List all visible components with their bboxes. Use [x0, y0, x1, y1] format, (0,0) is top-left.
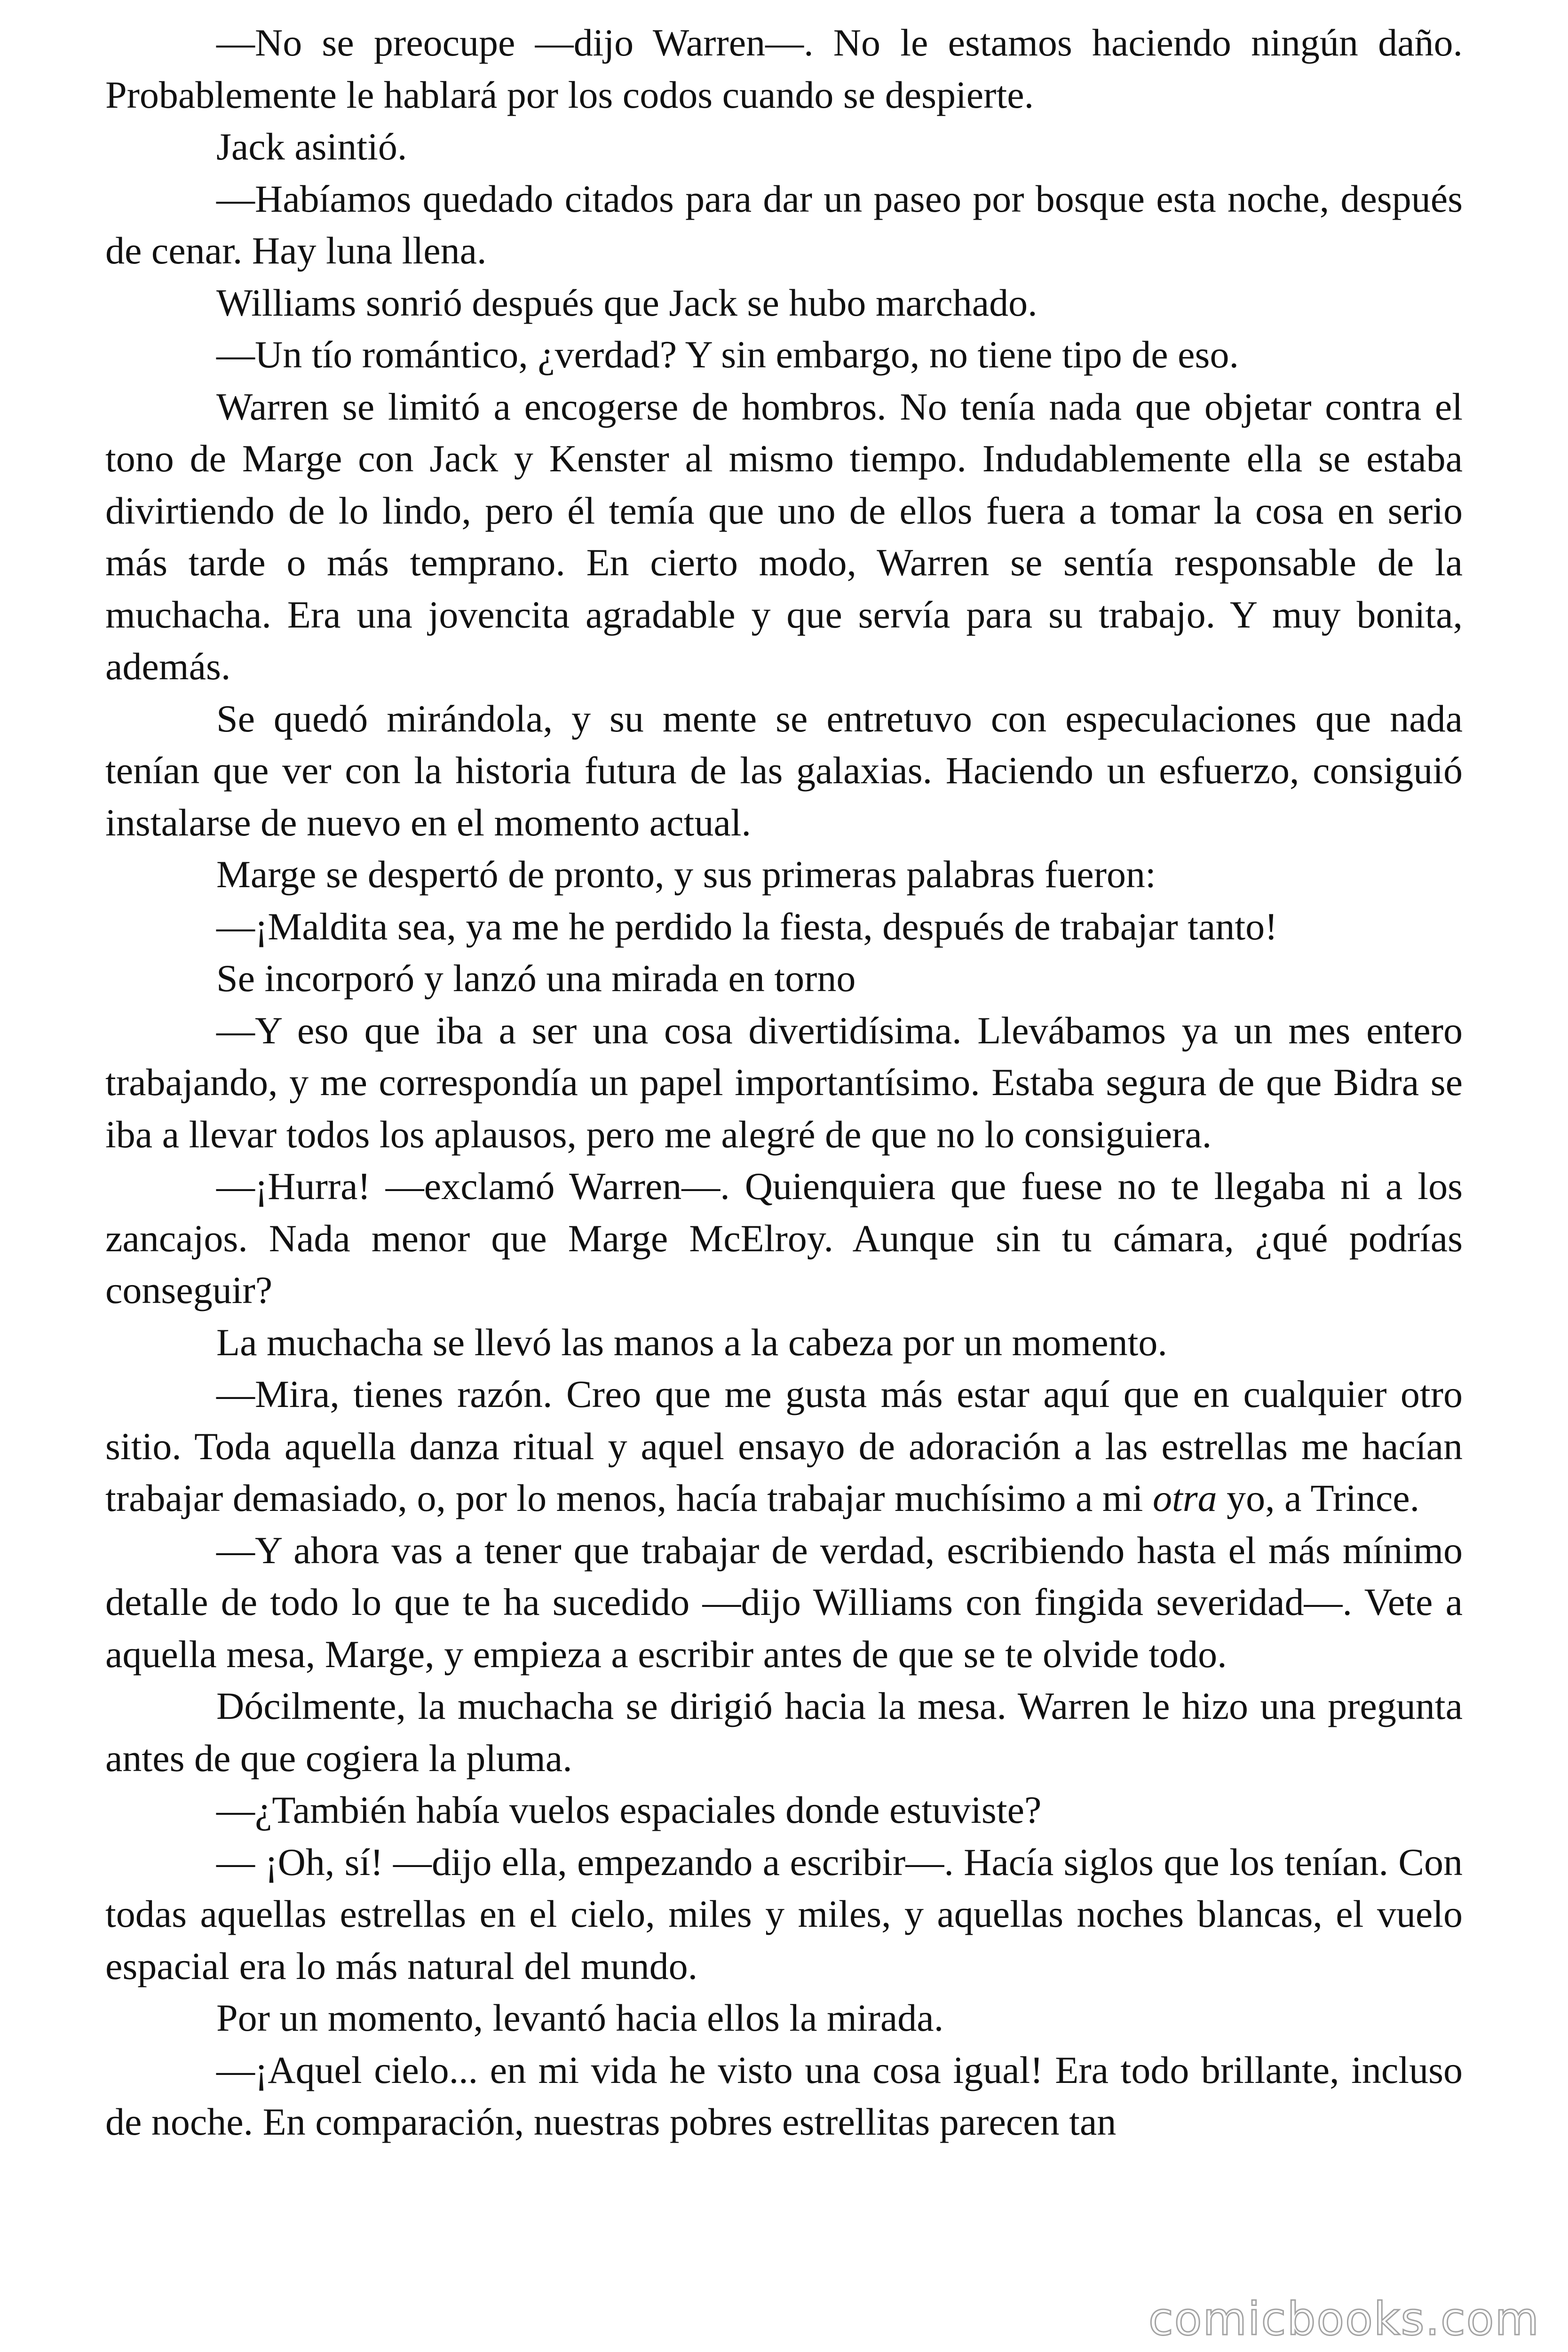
paragraph-8: Marge se despertó de pronto, y sus primeras palabras fueron:	[216, 853, 1156, 896]
paragraph-11: —Y eso que iba a ser una cosa divertidísima. Llevábamos ya un mes entero trabajando, y me correspondía un papel importantísimo. Estaba segura de que Bidra se iba a llevar todos los aplausos, pero me alegré de que no lo consiguiera.	[105, 1009, 1463, 1156]
paragraph-4: Williams sonrió después que Jack se hubo marchado.	[216, 281, 1037, 324]
paragraph-20: —¡Aquel cielo... en mi vida he visto una cosa igual! Era todo brillante, incluso de noche. En comparación, nuestras pobres estrellitas parecen tan	[105, 2048, 1463, 2143]
paragraph-17: —¿También había vuelos espaciales donde estuviste?	[216, 1788, 1042, 1831]
paragraph-15: —Y ahora vas a tener que trabajar de verdad, escribiendo hasta el más mínimo detalle de todo lo que te ha sucedido —dijo Williams con fingida severidad—. Vete a aquella mesa, Marge, y empieza a escribir antes de que se te olvide todo.	[105, 1528, 1463, 1676]
paragraph-14	[105, 1368, 1463, 1525]
paragraph-18: — ¡Oh, sí! —dijo ella, empezando a escribir—. Hacía siglos que los tenían. Con todas aquellas estrellas en el cielo, miles y miles, y aquellas noches blancas, el vuelo espacial era lo más natural del mundo.	[105, 1840, 1463, 1987]
paragraph-9: —¡Maldita sea, ya me he perdido la fiesta, después de trabajar tanto!	[216, 905, 1278, 948]
italic-word: otra	[1152, 1477, 1217, 1519]
paragraph-19: Por un momento, levantó hacia ellos la mirada.	[216, 1996, 944, 2039]
paragraph-2: Jack asintió.	[216, 125, 407, 168]
paragraph-12: —¡Hurra! —exclamó Warren—. Quienquiera que fuese no te llegaba ni a los zancajos. Nada menor que Marge McElroy. Aunque sin tu cámara, ¿qué podrías conseguir?	[105, 1165, 1463, 1311]
book-page	[105, 17, 1463, 2148]
paragraph-14-ending: yo, a Trince.	[1217, 1477, 1420, 1519]
paragraph-7: Se quedó mirándola, y su mente se entretuvo con especulaciones que nada tenían que ver con la historia futura de las galaxias. Haciendo un esfuerzo, consiguió instalarse de nuevo en el momento actual.	[105, 697, 1463, 844]
paragraph-6: Warren se limitó a encogerse de hombros. No tenía nada que objetar contra el tono de Marge con Jack y Kenster al mismo tiempo. Indudablemente ella se estaba divirtiendo de lo lindo, pero él temía que uno de ellos fuera a tomar la cosa en serio más tarde o más temprano. En cierto modo, Warren se sentía responsable de la muchacha. Era una jovencita agradable y que servía para su trabajo. Y muy bonita, además.	[105, 385, 1463, 688]
watermark-logo: comicbooks.com	[1148, 2293, 1540, 2345]
paragraph-13: La muchacha se llevó las manos a la cabeza por un momento.	[216, 1320, 1167, 1364]
paragraph-3: —Habíamos quedado citados para dar un paseo por bosque esta noche, después de cenar. Hay luna llena.	[105, 177, 1463, 272]
paragraph-1: —No se preocupe —dijo Warren—. No le estamos haciendo ningún daño. Probablemente le hablará por los codos cuando se despierte.	[105, 21, 1463, 116]
paragraph-10: Se incorporó y lanzó una mirada en torno	[216, 957, 856, 1000]
paragraph-16: Dócilmente, la muchacha se dirigió hacia la mesa. Warren le hizo una pregunta antes de que cogiera la pluma.	[105, 1685, 1463, 1780]
paragraph-5: —Un tío romántico, ¿verdad? Y sin embargo, no tiene tipo de eso.	[216, 333, 1239, 376]
paragraph-14-text: —Mira, tienes razón. Creo que me gusta más estar aquí que en cualquier otro sitio. Toda aquella danza ritual y aquel ensayo de adoración a las estrellas me hacían trabajar demasiado, o, por lo menos, hacía trabajar muchísimo a mi	[105, 1373, 1463, 1519]
